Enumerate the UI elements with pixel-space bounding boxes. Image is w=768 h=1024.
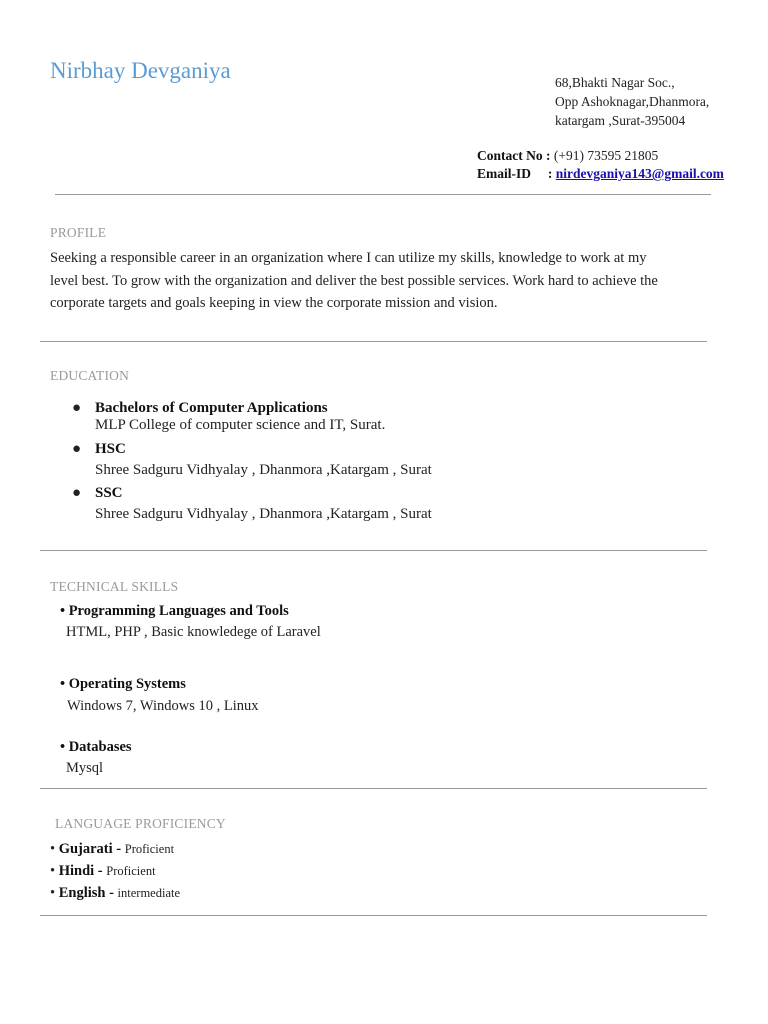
language-item: [50, 860, 180, 882]
skill-group-detail: Windows 7, Windows 10 , Linux: [67, 698, 259, 714]
skill-group: [60, 739, 132, 777]
skill-group-title: [60, 676, 259, 693]
education-heading: EDUCATION: [50, 368, 130, 383]
bullet-icon: •: [50, 841, 56, 857]
education-detail: Shree Sadguru Vidhyalay , Dhanmora ,Katargam , Surat: [95, 462, 432, 478]
skills-heading: TECHNICAL SKILLS: [50, 579, 179, 594]
education-list: [72, 400, 432, 523]
language-level: intermediate: [117, 886, 181, 900]
skill-group-title: [60, 603, 321, 620]
education-item: [72, 485, 432, 523]
address-line: katargam ,Surat-395004: [555, 113, 686, 128]
language-level: Proficient: [124, 842, 175, 856]
education-title: HSC: [95, 441, 126, 457]
profile-line: level best. To grow with the organization and deliver the best possible services. Work hard to achieve the: [50, 272, 658, 289]
contact-label: Contact No :: [477, 148, 551, 163]
email-row: [477, 165, 724, 183]
education-detail: Shree Sadguru Vidhyalay , Dhanmora ,Katargam , Surat: [95, 506, 432, 522]
header-divider: [55, 194, 711, 195]
education-title: SSC: [95, 485, 123, 501]
profile-line: Seeking a responsible career in an organization where I can utilize my skills, knowledge to work at my: [50, 250, 647, 266]
bullet-icon: •: [50, 885, 56, 901]
education-item: [72, 441, 432, 485]
skill-title-text: Programming Languages and Tools: [68, 603, 289, 619]
skill-group: [60, 676, 259, 715]
language-list: [50, 838, 180, 904]
skill-group: [60, 603, 321, 641]
contact-number: (+91) 73595 21805: [553, 148, 659, 163]
skill-group-title: [60, 739, 132, 756]
education-title: Bachelors of Computer Applications: [95, 400, 328, 416]
language-level: Proficient: [106, 864, 156, 878]
bullet-icon: •: [50, 863, 56, 879]
bullet-icon: •: [60, 739, 66, 755]
candidate-name: Nirbhay Devganiya: [50, 58, 231, 83]
bullet-icon: ●: [72, 400, 82, 416]
address-line: Opp Ashoknagar,Dhanmora,: [555, 94, 710, 109]
skill-title-text: Operating Systems: [68, 676, 186, 692]
email-link[interactable]: nirdevganiya143@gmail.com: [555, 166, 724, 181]
education-item: [72, 400, 432, 441]
contact-row: [477, 147, 724, 165]
language-item: [50, 882, 180, 904]
address-line: 68,Bhakti Nagar Soc.,: [555, 75, 675, 90]
bullet-icon: •: [60, 676, 66, 692]
contact-block: [477, 147, 724, 183]
email-separator: :: [547, 166, 553, 181]
language-item: [50, 838, 180, 860]
section-divider: [40, 550, 707, 551]
profile-line: corporate targets and goals keeping in view the corporate mission and vision.: [50, 295, 498, 311]
skill-title-text: Databases: [68, 739, 132, 755]
address-block: [555, 73, 709, 130]
skill-group-detail: HTML, PHP , Basic knowledege of Laravel: [66, 624, 321, 640]
bullet-icon: ●: [72, 485, 82, 501]
education-detail: MLP College of computer science and IT, Surat.: [95, 417, 386, 433]
bullet-icon: •: [60, 603, 66, 619]
language-heading: LANGUAGE PROFICIENCY: [55, 816, 226, 831]
email-label: Email-ID: [477, 166, 531, 181]
section-divider: [40, 915, 707, 916]
language-name: Gujarati -: [58, 841, 122, 857]
profile-text: [50, 247, 710, 315]
section-divider: [40, 788, 707, 789]
language-name: English -: [58, 885, 114, 901]
skill-group-detail: Mysql: [66, 760, 104, 776]
bullet-icon: ●: [72, 441, 82, 457]
language-name: Hindi -: [58, 863, 103, 879]
section-divider: [40, 341, 707, 342]
profile-heading: PROFILE: [50, 225, 107, 240]
